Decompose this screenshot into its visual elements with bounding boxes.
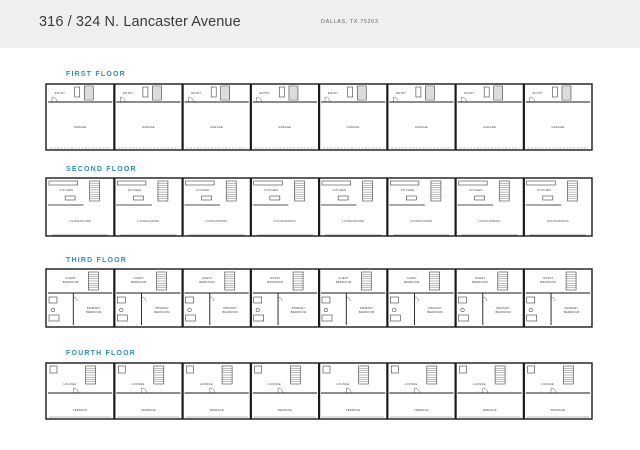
stair bbox=[567, 181, 577, 201]
second-floor-plan bbox=[0, 176, 640, 240]
door-swing bbox=[278, 297, 282, 301]
party-wall bbox=[182, 363, 184, 419]
kitchen-label: KITCHEN bbox=[196, 189, 210, 192]
entry-label: ENTRY bbox=[396, 92, 407, 95]
guest-bedroom-label: BEDROOM bbox=[404, 281, 420, 284]
living-dining-label: LIVING/DINING bbox=[205, 220, 228, 223]
door-swing bbox=[278, 388, 283, 393]
party-wall bbox=[113, 269, 115, 327]
garage-label: GARAGE bbox=[73, 126, 87, 129]
party-wall bbox=[182, 269, 184, 327]
party-wall bbox=[113, 84, 115, 150]
party-wall bbox=[182, 84, 184, 150]
door-swing bbox=[257, 97, 262, 102]
lounge-label: LOUNGE bbox=[336, 383, 350, 386]
closet bbox=[143, 87, 148, 97]
entry-label: ENTRY bbox=[327, 92, 339, 95]
wet-bar bbox=[323, 366, 330, 373]
kitchen-counter bbox=[322, 181, 351, 185]
door-swing bbox=[120, 97, 125, 102]
closet bbox=[484, 87, 489, 97]
party-wall bbox=[250, 178, 252, 236]
garage-label: GARAGE bbox=[414, 126, 428, 129]
guest-label: GUEST bbox=[65, 277, 76, 280]
kitchen-counter bbox=[390, 181, 419, 185]
third-floor-label: THIRD FLOOR bbox=[66, 257, 128, 264]
door-swing bbox=[530, 97, 535, 102]
wet-bar bbox=[460, 366, 467, 373]
door-swing bbox=[142, 297, 146, 301]
primary-bedroom-label: BEDROOM bbox=[495, 311, 512, 314]
bath-tub bbox=[459, 297, 467, 303]
primary-bedroom-label: BEDROOM bbox=[563, 311, 580, 314]
toilet bbox=[119, 308, 123, 312]
door-swing bbox=[462, 97, 467, 102]
party-wall bbox=[455, 178, 457, 236]
guest-bedroom-label: BEDROOM bbox=[335, 281, 352, 284]
party-wall bbox=[455, 363, 457, 419]
terrace-label: TERRACE bbox=[141, 409, 156, 412]
guest-label: GUEST bbox=[201, 277, 213, 280]
kitchen-label: KITCHEN bbox=[469, 189, 483, 192]
door-swing bbox=[189, 97, 194, 102]
kitchen-counter bbox=[459, 181, 488, 185]
garage-label: GARAGE bbox=[483, 126, 497, 129]
terrace-label: TERRACE bbox=[277, 409, 293, 412]
garage-label: GARAGE bbox=[551, 126, 565, 129]
living-dining-label: LIVING/DINING bbox=[69, 220, 92, 223]
kitchen-island bbox=[270, 196, 280, 200]
kitchen-label: KITCHEN bbox=[537, 189, 551, 192]
guest-label: GUEST bbox=[474, 277, 486, 280]
party-wall bbox=[318, 269, 320, 327]
terrace-label: TERRACE bbox=[209, 409, 224, 412]
kitchen-island bbox=[202, 196, 212, 200]
door-swing bbox=[325, 97, 330, 102]
primary-bedroom-label: BEDROOM bbox=[222, 311, 239, 314]
third-floor-plan bbox=[0, 267, 640, 331]
kitchen-island bbox=[65, 196, 75, 200]
first-floor-label: FIRST FLOOR bbox=[66, 71, 126, 78]
primary-label: PRIMARY bbox=[564, 307, 579, 310]
entry-label: ENTRY bbox=[191, 92, 202, 95]
primary-label: PRIMARY bbox=[86, 307, 101, 310]
entry-label: ENTRY bbox=[259, 92, 270, 95]
guest-bedroom-label: BEDROOM bbox=[540, 281, 557, 284]
shower bbox=[390, 315, 400, 321]
wet-bar bbox=[391, 366, 398, 373]
kitchen-counter bbox=[254, 181, 283, 185]
party-wall bbox=[113, 363, 115, 419]
bath-tub bbox=[527, 297, 535, 303]
party-wall bbox=[318, 363, 320, 419]
door-swing bbox=[483, 297, 487, 301]
wet-bar bbox=[255, 366, 262, 373]
door-swing bbox=[210, 297, 214, 301]
door-swing bbox=[142, 388, 147, 393]
fourth-floor-plan bbox=[0, 361, 640, 423]
guest-label: GUEST bbox=[543, 277, 554, 280]
closet bbox=[279, 87, 284, 97]
stair bbox=[363, 181, 373, 201]
primary-label: PRIMARY bbox=[155, 307, 169, 310]
party-wall bbox=[318, 178, 320, 236]
shower bbox=[49, 315, 59, 321]
guest-label: GUEST bbox=[133, 277, 145, 280]
kitchen-label: KITCHEN bbox=[400, 189, 415, 192]
stair bbox=[499, 181, 509, 201]
terrace-label: TERRACE bbox=[72, 409, 88, 412]
garage-label: GARAGE bbox=[346, 126, 360, 129]
party-wall bbox=[318, 84, 320, 150]
guest-bedroom-label: BEDROOM bbox=[62, 281, 79, 284]
party-wall bbox=[113, 178, 115, 236]
door-swing bbox=[483, 388, 488, 393]
stair bbox=[294, 181, 304, 201]
party-wall bbox=[455, 269, 457, 327]
terrace-label: TERRACE bbox=[550, 409, 566, 412]
lounge-label: LOUNGE bbox=[268, 383, 282, 386]
party-wall bbox=[386, 269, 388, 327]
kitchen-counter bbox=[186, 181, 215, 185]
primary-bedroom-label: BEDROOM bbox=[154, 311, 170, 314]
garage-label: GARAGE bbox=[210, 126, 224, 129]
party-wall bbox=[386, 178, 388, 236]
kitchen-counter bbox=[49, 181, 78, 185]
guest-label: GUEST bbox=[270, 277, 281, 280]
party-wall bbox=[523, 269, 525, 327]
bath-tub bbox=[390, 297, 398, 303]
wet-bar bbox=[118, 366, 125, 373]
primary-bedroom-label: BEDROOM bbox=[290, 311, 307, 314]
shower bbox=[459, 315, 469, 321]
wet-bar bbox=[187, 366, 194, 373]
door-swing bbox=[551, 297, 555, 301]
toilet bbox=[51, 308, 55, 312]
guest-label: GUEST bbox=[338, 277, 349, 280]
toilet bbox=[392, 308, 396, 312]
kitchen-island bbox=[543, 196, 553, 200]
living-dining-label: LIVING/DINING bbox=[410, 220, 433, 223]
party-wall bbox=[523, 84, 525, 150]
stair bbox=[158, 181, 168, 201]
lounge-label: LOUNGE bbox=[473, 383, 486, 386]
page-title: 316 / 324 N. Lancaster Avenue bbox=[39, 14, 241, 30]
bath-tub bbox=[117, 297, 125, 303]
lounge-label: LOUNGE bbox=[63, 383, 77, 386]
garage-label: GARAGE bbox=[141, 126, 155, 129]
closet bbox=[348, 87, 353, 97]
door-swing bbox=[73, 297, 77, 301]
primary-bedroom-label: BEDROOM bbox=[427, 311, 443, 314]
toilet bbox=[529, 308, 533, 312]
toilet bbox=[188, 308, 192, 312]
bath-tub bbox=[322, 297, 330, 303]
header-band bbox=[0, 0, 640, 48]
shower bbox=[527, 315, 537, 321]
primary-label: PRIMARY bbox=[496, 307, 511, 310]
toilet bbox=[324, 308, 328, 312]
guest-label: GUEST bbox=[406, 277, 418, 280]
shower bbox=[186, 315, 196, 321]
living-dining-label: LIVING/DINING bbox=[137, 220, 160, 223]
door-swing bbox=[73, 388, 78, 393]
living-dining-label: LIVING/DINING bbox=[546, 220, 569, 223]
party-wall bbox=[386, 84, 388, 150]
door-swing bbox=[52, 97, 57, 102]
wet-bar bbox=[50, 366, 57, 373]
closet bbox=[211, 87, 216, 97]
kitchen-island bbox=[475, 196, 485, 200]
kitchen-label: KITCHEN bbox=[332, 189, 347, 192]
kitchen-island bbox=[406, 196, 416, 200]
second-floor-label: SECOND FLOOR bbox=[66, 166, 137, 173]
kitchen-label: KITCHEN bbox=[127, 189, 142, 192]
kitchen-island bbox=[338, 196, 348, 200]
living-dining-label: LIVING/DINING bbox=[342, 220, 365, 223]
toilet bbox=[256, 308, 260, 312]
kitchen-counter bbox=[117, 181, 146, 185]
party-wall bbox=[523, 363, 525, 419]
guest-bedroom-label: BEDROOM bbox=[267, 281, 284, 284]
lounge-label: LOUNGE bbox=[541, 383, 555, 386]
entry-label: ENTRY bbox=[54, 92, 66, 95]
entry-label: ENTRY bbox=[532, 92, 543, 95]
closet bbox=[552, 87, 557, 97]
kitchen-label: KITCHEN bbox=[59, 189, 74, 192]
party-wall bbox=[523, 178, 525, 236]
terrace-label: TERRACE bbox=[345, 409, 361, 412]
lounge-label: LOUNGE bbox=[131, 383, 145, 386]
living-dining-label: LIVING/DINING bbox=[273, 220, 296, 223]
first-floor-plan bbox=[0, 82, 640, 154]
closet bbox=[416, 87, 421, 97]
shower bbox=[117, 315, 127, 321]
shower bbox=[322, 315, 332, 321]
lounge-label: LOUNGE bbox=[404, 383, 418, 386]
stair bbox=[90, 181, 100, 201]
party-wall bbox=[250, 84, 252, 150]
stair bbox=[431, 181, 441, 201]
door-swing bbox=[551, 388, 556, 393]
bath-tub bbox=[254, 297, 262, 303]
terrace-label: TERRACE bbox=[414, 409, 429, 412]
location-subtitle: DALLAS, TX 75203 bbox=[321, 19, 379, 25]
door-swing bbox=[346, 388, 351, 393]
party-wall bbox=[250, 363, 252, 419]
party-wall bbox=[455, 84, 457, 150]
bath-tub bbox=[49, 297, 57, 303]
guest-bedroom-label: BEDROOM bbox=[199, 281, 215, 284]
kitchen-label: KITCHEN bbox=[264, 189, 278, 192]
door-swing bbox=[346, 297, 350, 301]
party-wall bbox=[386, 363, 388, 419]
primary-bedroom-label: BEDROOM bbox=[86, 311, 102, 314]
door-swing bbox=[210, 388, 215, 393]
shower bbox=[254, 315, 264, 321]
terrace-label: TERRACE bbox=[482, 409, 497, 412]
guest-bedroom-label: BEDROOM bbox=[472, 281, 488, 284]
toilet bbox=[461, 308, 465, 312]
primary-label: PRIMARY bbox=[359, 307, 374, 310]
lounge-label: LOUNGE bbox=[200, 383, 213, 386]
bath-tub bbox=[186, 297, 194, 303]
stair bbox=[226, 181, 236, 201]
door-swing bbox=[415, 388, 420, 393]
living-dining-label: LIVING/DINING bbox=[478, 220, 501, 223]
primary-label: PRIMARY bbox=[291, 307, 306, 310]
party-wall bbox=[182, 178, 184, 236]
primary-label: PRIMARY bbox=[428, 307, 442, 310]
entry-label: ENTRY bbox=[464, 92, 475, 95]
kitchen-island bbox=[133, 196, 143, 200]
door-swing bbox=[393, 97, 398, 102]
fourth-floor-label: FOURTH FLOOR bbox=[66, 350, 137, 357]
guest-bedroom-label: BEDROOM bbox=[131, 281, 147, 284]
door-swing bbox=[415, 297, 419, 301]
party-wall bbox=[250, 269, 252, 327]
wet-bar bbox=[528, 366, 535, 373]
primary-label: PRIMARY bbox=[223, 307, 238, 310]
closet bbox=[75, 87, 80, 97]
kitchen-counter bbox=[527, 181, 556, 185]
primary-bedroom-label: BEDROOM bbox=[359, 311, 375, 314]
entry-label: ENTRY bbox=[123, 92, 134, 95]
garage-label: GARAGE bbox=[278, 126, 292, 129]
